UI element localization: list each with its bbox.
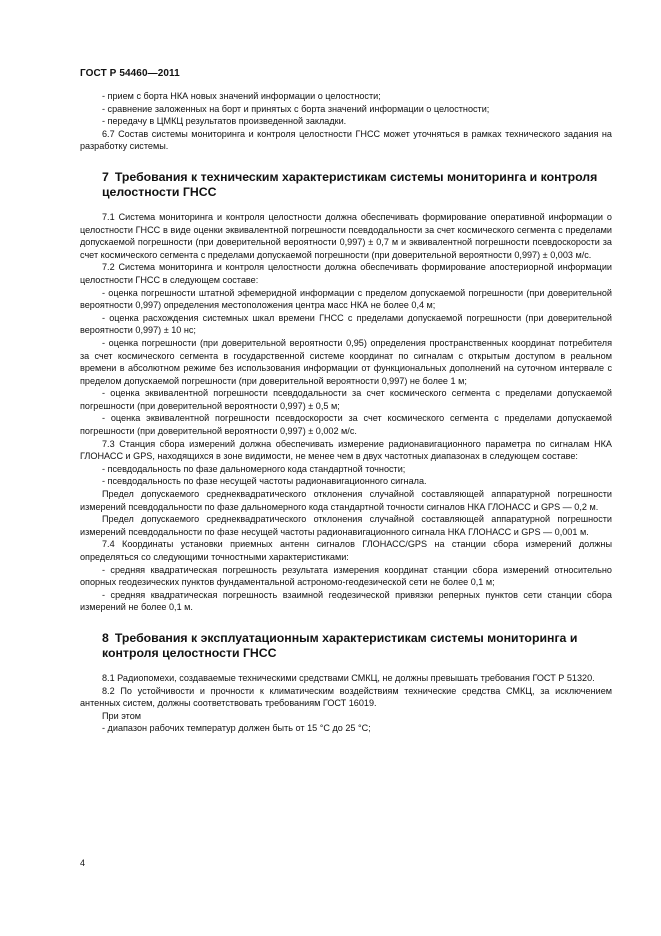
list-item: - псевдодальность по фазе несущей частоты радионавигационного сигнала. <box>102 476 427 487</box>
list-item: - оценка расхождения системных шкал времени ГНСС с пределами допускаемой погрешности (при доверительной вероятности 0,997) ± 10 нс; <box>80 312 612 336</box>
list-item: - псевдодальность по фазе дальномерного кода стандартной точности; <box>102 463 406 474</box>
paragraph: 7.2 Система мониторинга и контроля целостности должна обеспечивать формирование апостериорной информации целостности ГНСС в следующем составе: <box>80 262 612 285</box>
section-number: 7 <box>102 169 109 184</box>
paragraph: 8.2 По устойчивости и прочности к климатическим воздействиям технические средства СМКЦ, за исключением антенных систем, должны соответствовать требованиям ГОСТ 16019. <box>80 685 612 709</box>
paragraph: - сравнение заложенных на борт и принятых с борта значений информации о целостности; <box>102 103 490 114</box>
section-title: Требования к техническим характеристикам системы мониторинга и контроля целостности ГНСС <box>102 169 598 199</box>
list-item: - средняя квадратическая погрешность результата измерения координат станции сбора измерений относительно опорных геодезических пунктов фундаментальной астрономо-геодезической сети не более 0,1 м; <box>80 564 612 588</box>
paragraph: 7.4 Координаты установки приемных антенн сигналов ГЛОНАСС/GPS на станции сбора измерений должны определяться со следующими точностными характеристиками: <box>80 539 612 562</box>
page-number: 4 <box>80 858 86 868</box>
paragraph: 8.1 Радиопомехи, создаваемые техническими средствами СМКЦ, не должны превышать требования ГОСТ Р 51320. <box>102 672 595 683</box>
paragraph: Предел допускаемого среднеквадратического отклонения случайной составляющей аппаратурной погрешности измерений псевдодальности по фазе дальномерного кода стандартной точности сигналов НКА ГЛОНАСС и GPS — 0,2 м. <box>80 489 612 512</box>
list-item: - оценка погрешности штатной эфемеридной информации с пределом допускаемой погрешности (при доверительной вероятности 0,997) определения местоположения центра масс НКА не более 0,4 м; <box>80 287 612 311</box>
paragraph: 7.1 Система мониторинга и контроля целостности должна обеспечивать формирование оперативной информации о целостности ГНСС в виде оценки эквивалентной погрешности псевдодальности за счет космического сегмента с пределами допускаемой погрешности (при доверительной вероятности 0,997) ± 0,7 м и эквивалентной погрешности псевдоскорости за счет космического сегмента с пределами допускаемой погрешности (при доверительной вероятности 0,997) ± 0,003 м/с. <box>80 211 612 260</box>
document-body <box>80 90 612 735</box>
paragraph: При этом <box>102 710 142 721</box>
paragraph: - прием с борта НКА новых значений информации о целостности; <box>102 91 381 101</box>
list-item: - средняя квадратическая погрешность взаимной геодезической привязки реперных пунктов сети станции сбора измерений не более 0,1 м. <box>80 589 612 613</box>
section-7-heading <box>80 170 612 200</box>
paragraph: 6.7 Состав системы мониторинга и контроля целостности ГНСС может уточняться в рамках технического задания на разработку системы. <box>80 128 612 152</box>
list-item: - диапазон рабочих температур должен быть от 15 °С до 25 °С; <box>102 723 371 734</box>
document-id: ГОСТ Р 54460—2011 <box>80 68 180 79</box>
section-8-heading <box>80 631 612 661</box>
list-item: - оценка эквивалентной погрешности псевдоскорости за счет космического сегмента с пределами допускаемой погрешности (при доверительной вероятности 0,997) ± 0,002 м/с. <box>80 413 612 437</box>
paragraph: 7.3 Станция сбора измерений должна обеспечивать измерение радионавигационного параметра по сигналам НКА ГЛОНАСС и GPS, находящихся в зоне видимости, не менее чем в двух частотных диапазонах в следующем составе: <box>80 438 612 462</box>
list-item: - оценка погрешности (при доверительной вероятности 0,95) определения пространственных координат потребителя за счет космического сегмента в государственной системе координат по сигналам с открытым доступом в реальном времени в абсолютном режиме без использования информации от функциональных дополнений на суточном интервале с пределом допускаемой погрешности (при доверительной вероятности 0,997) не более 1 м; <box>80 337 612 386</box>
paragraph: - передачу в ЦМКЦ результатов произведенной закладки. <box>102 116 347 127</box>
list-item: - оценка эквивалентной погрешности псевдодальности за счет космического сегмента с пределами допускаемой погрешности (при доверительной вероятности 0,997) ± 0,5 м; <box>80 388 612 411</box>
section-title: Требования к эксплуатационным характеристикам системы мониторинга и контроля целостности ГНСС <box>102 630 578 660</box>
section-number: 8 <box>102 630 109 645</box>
paragraph: Предел допускаемого среднеквадратического отклонения случайной составляющей аппаратурной погрешности измерений псевдодальности по фазе несущей частоты радионавигационного сигнала НКА ГЛОНАСС и GPS — 0,001 м. <box>80 514 612 537</box>
